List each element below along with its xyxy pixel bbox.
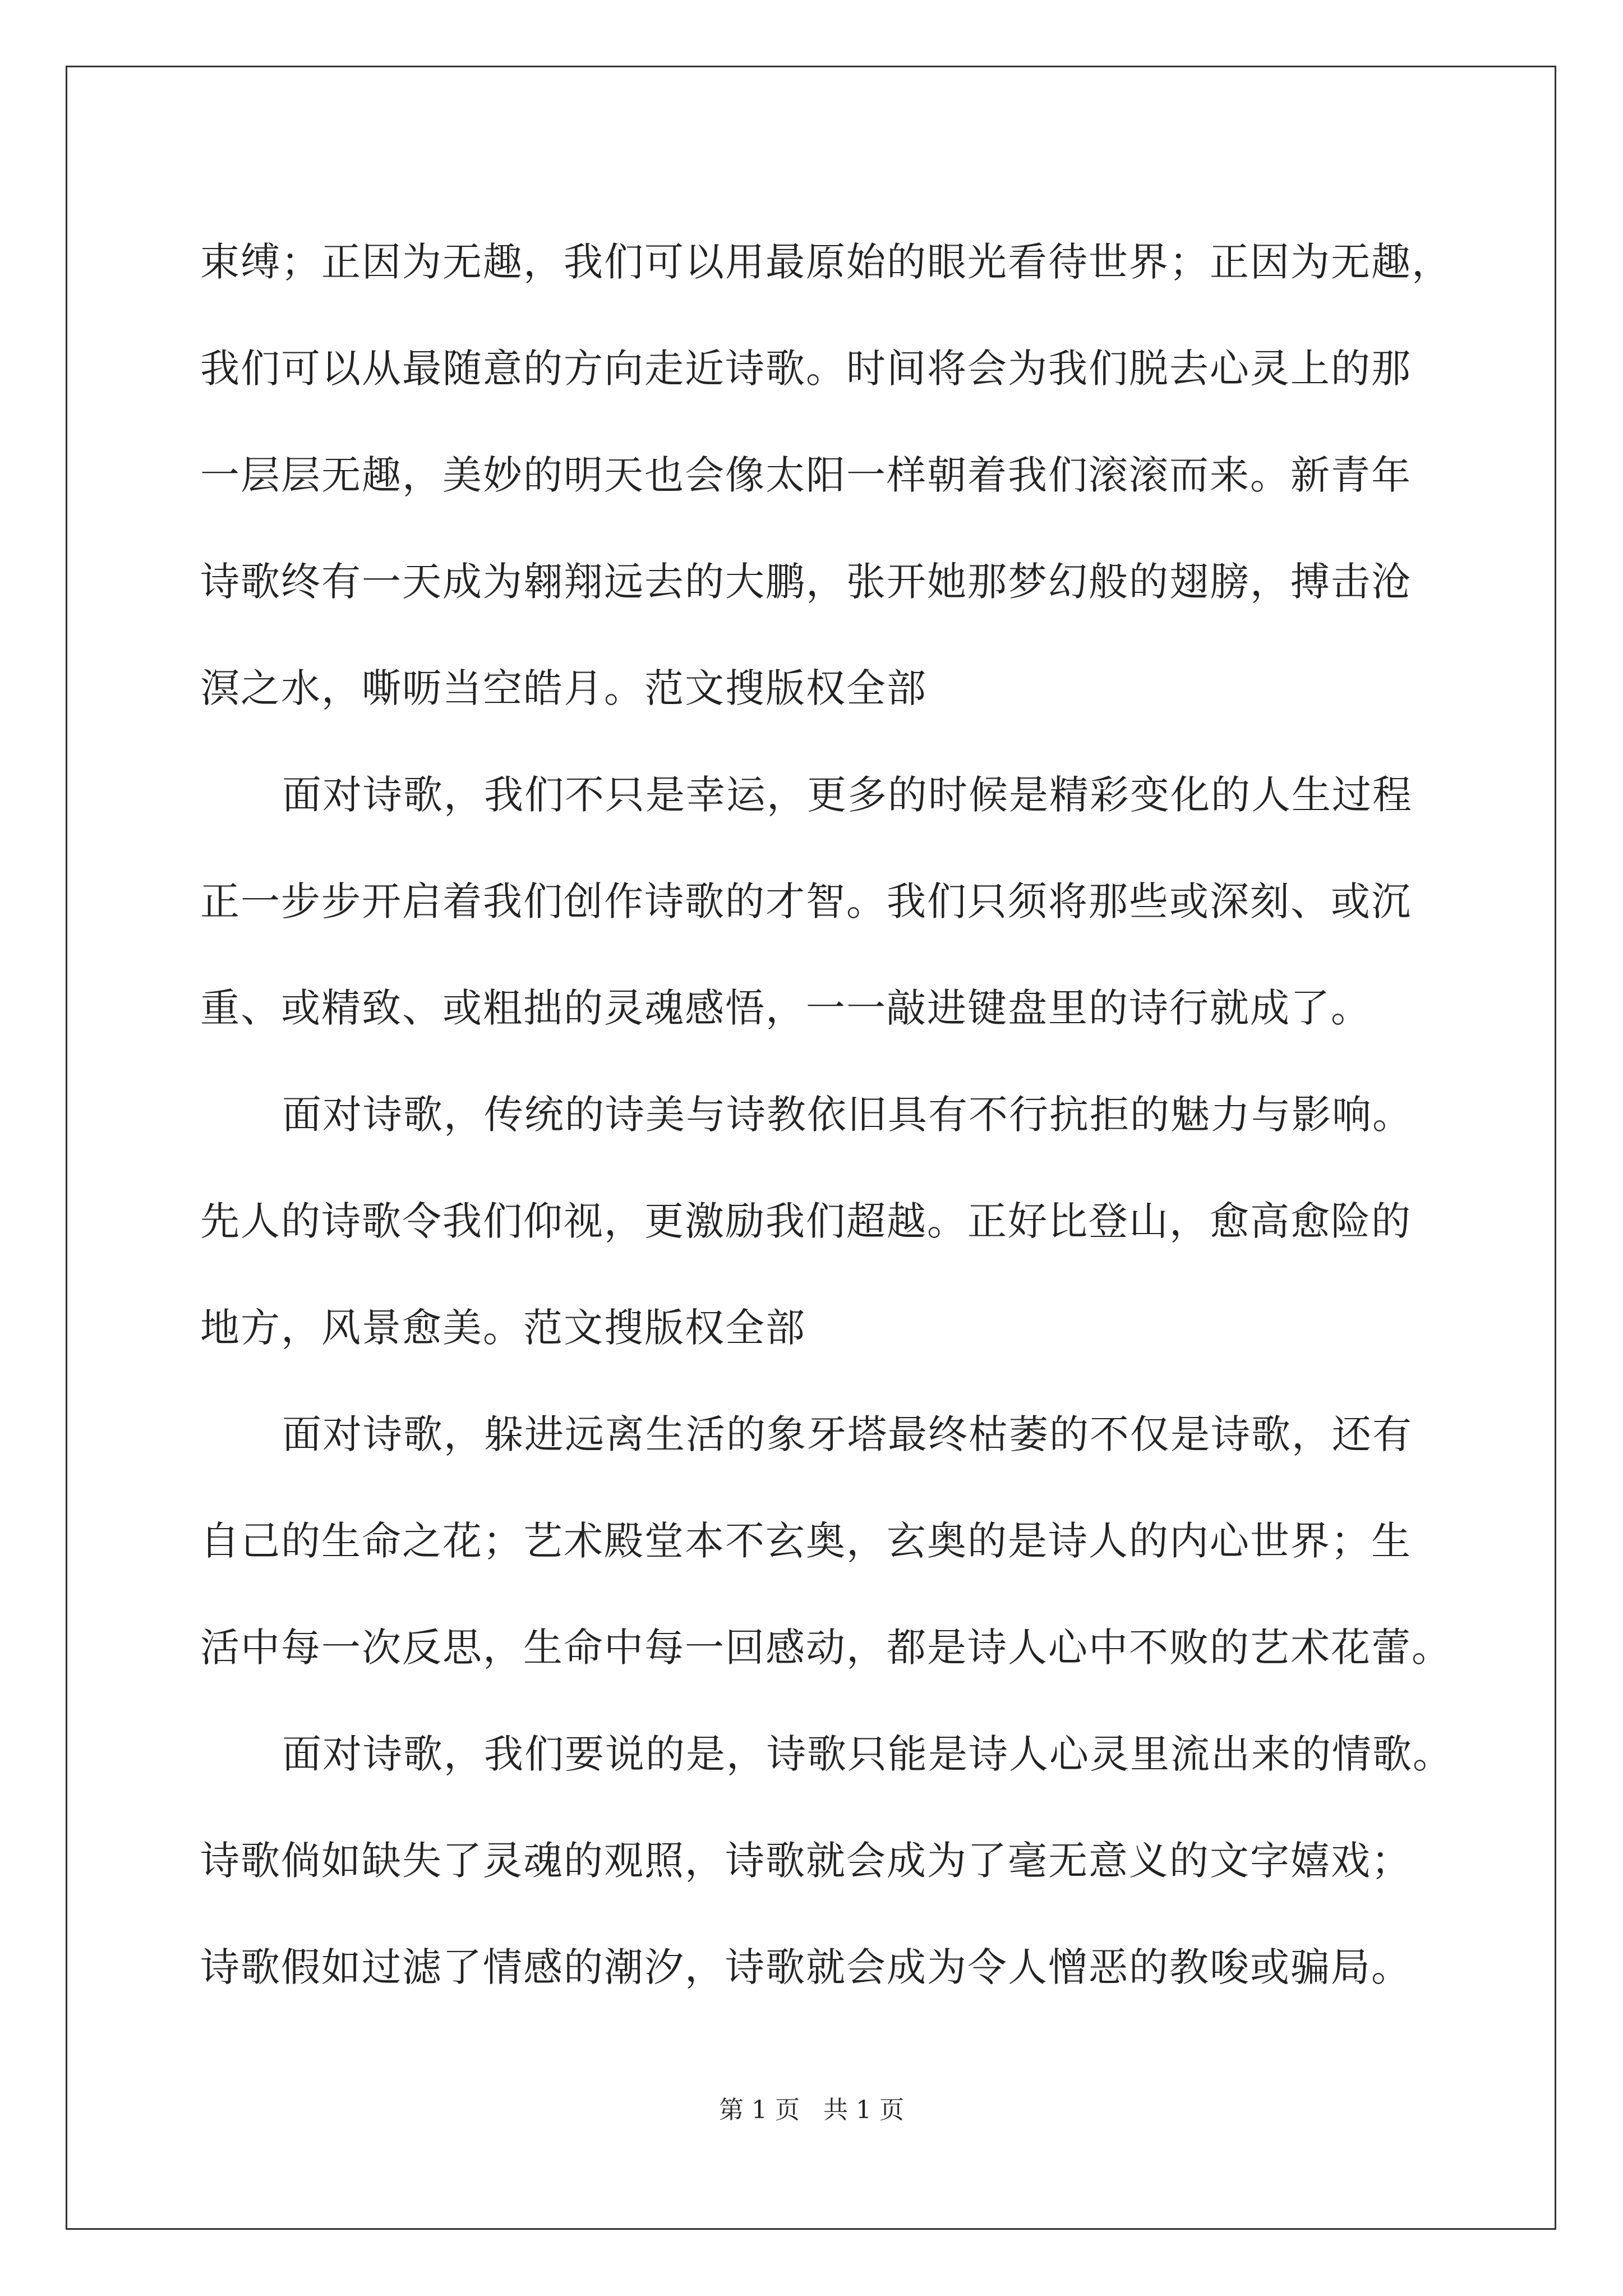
paragraph-first-line: 面对诗歌，躲进远离生活的象牙塔最终枯萎的不仅是诗歌，还有: [282, 1411, 1413, 1457]
paragraph-first-line: 面对诗歌，我们要说的是，诗歌只能是诗人心灵里流出来的情歌。: [282, 1731, 1453, 1777]
text-line: 地方，风景愈美。范文搜版权全部: [200, 1305, 806, 1351]
text-line: 活中每一次反思，生命中每一回感动，都是诗人心中不败的艺术花蕾。: [200, 1625, 1452, 1671]
paragraph-first-line: 面对诗歌，我们不只是幸运，更多的时候是精彩变化的人生过程: [282, 772, 1413, 818]
text-line: 诗歌假如过滤了情感的潮汐，诗歌就会成为令人憎恶的教唆或骗局。: [200, 1944, 1412, 1990]
text-line: 我们可以从最随意的方向走近诗歌。时间将会为我们脱去心灵上的那: [200, 346, 1412, 392]
document-body: [200, 209, 1453, 2021]
text-line: 诗歌倘如缺失了灵魂的观照，诗歌就会成为了毫无意义的文字嬉戏；: [200, 1838, 1412, 1884]
text-line: 自己的生命之花；艺术殿堂本不玄奥，玄奥的是诗人的内心世界；生: [200, 1518, 1412, 1564]
text-line: 一层层无趣，美妙的明天也会像太阳一样朝着我们滚滚而来。新青年: [200, 452, 1412, 498]
page-number: 第 1 页: [719, 2096, 800, 2124]
page-footer: [0, 2090, 1623, 2125]
page-total: 共 1 页: [823, 2096, 904, 2124]
text-line: 正一步步开启着我们创作诗歌的才智。我们只须将那些或深刻、或沉: [200, 878, 1412, 924]
paragraph-first-line: 面对诗歌，传统的诗美与诗教依旧具有不行抗拒的魅力与影响。: [282, 1092, 1413, 1138]
text-line: 重、或精致、或粗拙的灵魂感悟，一一敲进键盘里的诗行就成了。: [200, 985, 1371, 1031]
text-line: 诗歌终有一天成为翱翔远去的大鹏，张开她那梦幻般的翅膀，搏击沧: [200, 559, 1412, 605]
text-line: 先人的诗歌令我们仰视，更激励我们超越。正好比登山，愈高愈险的: [200, 1198, 1412, 1244]
text-line: 束缚；正因为无趣，我们可以用最原始的眼光看待世界；正因为无趣，: [200, 239, 1452, 285]
text-line: 溟之水，嘶呖当空皓月。范文搜版权全部: [200, 665, 927, 711]
